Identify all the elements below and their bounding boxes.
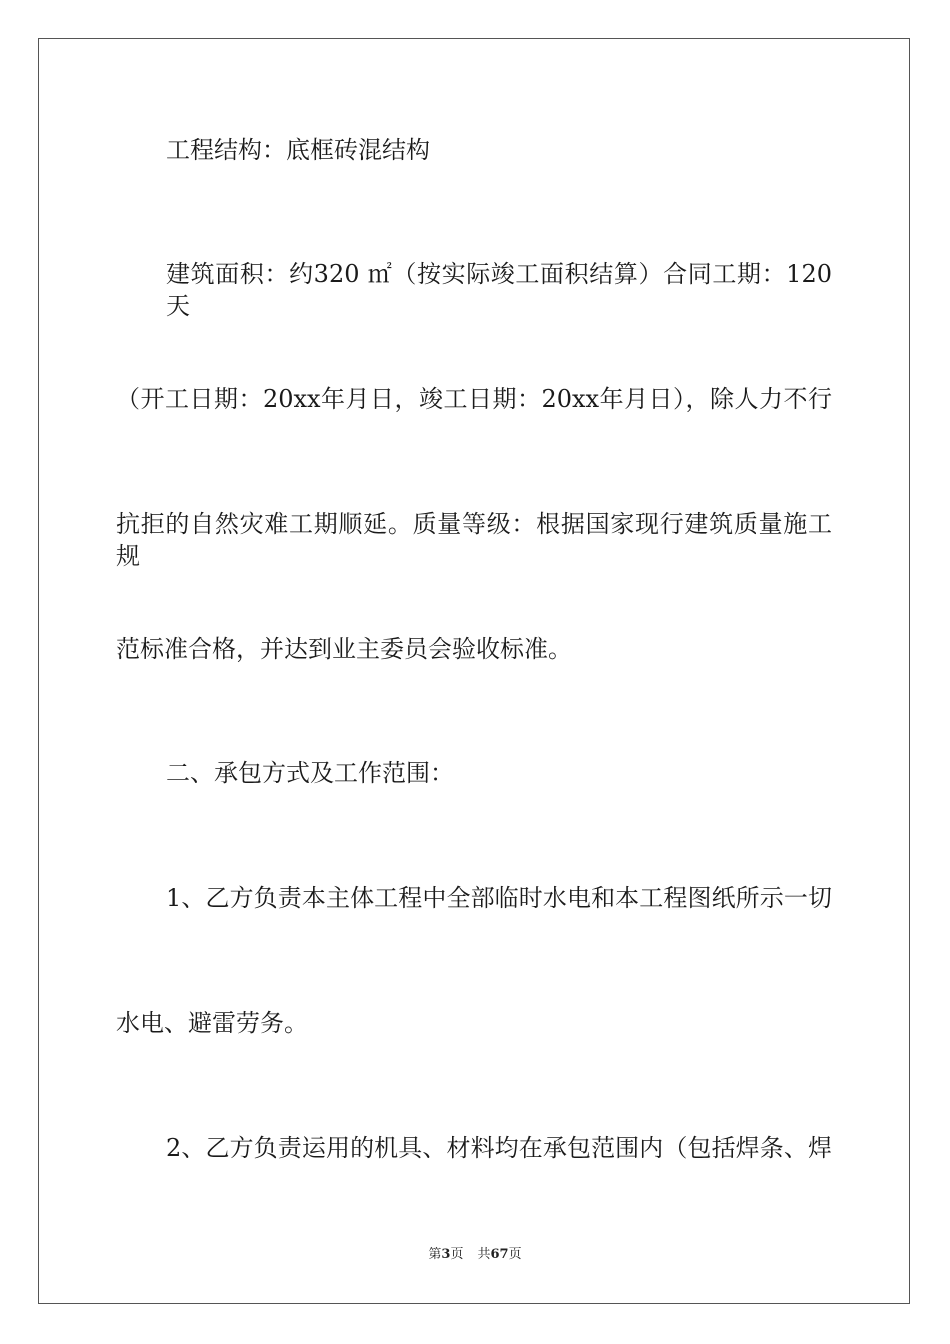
page-frame [38,38,910,1304]
page-number: 3 [441,1247,451,1262]
paragraph-line-area: 建筑面积：约320 ㎡（按实际竣工面积结算）合同工期：120天 [166,260,832,320]
section-heading-scope: 二、承包方式及工作范围： [166,759,454,787]
page-footer [0,1246,950,1264]
list-item-2-line-1: 2、乙方负责运用的机具、材料均在承包范围内（包括焊条、焊 [166,1134,832,1162]
paragraph-line-dates: （开工日期：20xx年月日，竣工日期：20xx年月日），除人力不行 [116,385,832,413]
total-pages: 67 [490,1247,509,1262]
total-suffix: 页 [508,1247,522,1262]
total-prefix: 共 [477,1247,491,1262]
list-item-1-line-1: 1、乙方负责本主体工程中全部临时水电和本工程图纸所示一切 [166,884,832,912]
paragraph-line-structure: 工程结构：底框砖混结构 [166,136,430,164]
page-prefix: 第 [428,1247,442,1262]
paragraph-line-quality: 抗拒的自然灾难工期顺延。质量等级：根据国家现行建筑质量施工规 [116,510,832,570]
list-item-1-line-2: 水电、避雷劳务。 [116,1009,308,1037]
page-suffix: 页 [450,1247,464,1262]
paragraph-line-standard: 范标准合格，并达到业主委员会验收标准。 [116,635,572,663]
